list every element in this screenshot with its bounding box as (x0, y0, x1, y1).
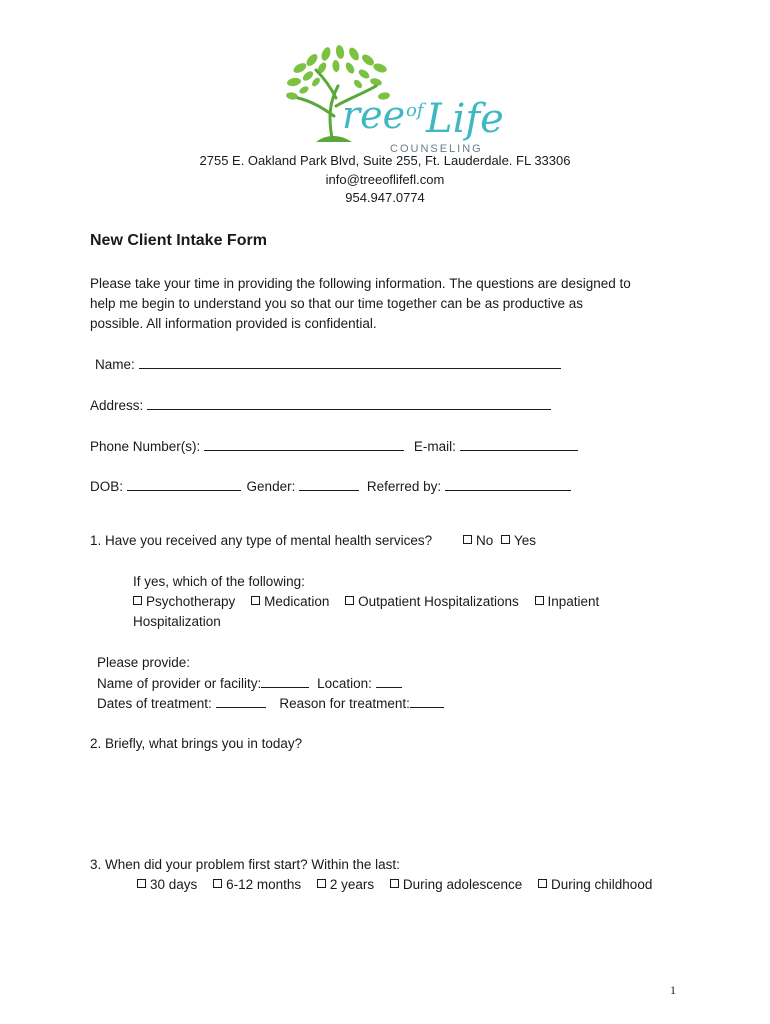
adolescence-checkbox[interactable] (390, 879, 399, 888)
phone-email-row (90, 436, 578, 457)
inpatient-checkbox[interactable] (535, 596, 544, 605)
6-12-months-label: 6-12 months (226, 877, 302, 892)
medication-checkbox[interactable] (251, 596, 260, 605)
intro-line-1: Please take your time in providing the following information. The questions are designed to (90, 276, 631, 291)
q1-followup: If yes, which of the following: (133, 574, 305, 589)
phone-field[interactable] (204, 436, 404, 451)
30-days-label: 30 days (150, 877, 198, 892)
outpatient-checkbox[interactable] (345, 596, 354, 605)
q1-yes-label: Yes (514, 533, 537, 548)
q1-options-wrap: Hospitalization (133, 614, 221, 629)
q3-options-row (137, 875, 652, 895)
psychotherapy-checkbox[interactable] (133, 596, 142, 605)
inpatient-label: Inpatient (547, 594, 600, 609)
tree-of-life-logo (280, 46, 504, 156)
reason-field[interactable] (410, 693, 444, 708)
phone-label: Phone Number(s): (90, 439, 201, 454)
psychotherapy-label: Psychotherapy (146, 594, 236, 609)
email-line: info@treeoflifefl.com (325, 172, 445, 187)
2-years-checkbox[interactable] (317, 879, 326, 888)
form-title: New Client Intake Form (90, 232, 267, 249)
please-provide: Please provide: (97, 655, 191, 670)
email-field[interactable] (460, 436, 578, 451)
30-days-checkbox[interactable] (137, 879, 146, 888)
logo-script-text: ree (342, 93, 406, 137)
provider-field[interactable] (261, 673, 309, 688)
svg-text:of: of (406, 100, 424, 121)
svg-text:Life: Life (426, 96, 504, 142)
email-label: E-mail: (413, 439, 456, 454)
intro-line-2: help me begin to understand you so that our time together can be as productive as (90, 296, 584, 311)
q1-no-label: No (476, 533, 494, 548)
provider-label: Name of provider or facility: (97, 676, 262, 691)
address-line: 2755 E. Oakland Park Blvd, Suite 255, Ft. Lauderdale. FL 33306 (199, 153, 571, 168)
name-field[interactable] (139, 354, 561, 369)
dob-field[interactable] (127, 476, 241, 491)
reason-label: Reason for treatment: (279, 696, 410, 711)
dates-field[interactable] (216, 693, 266, 708)
q1-yes-checkbox[interactable] (501, 535, 510, 544)
q1-question: 1. Have you received any type of mental health services? (90, 533, 433, 548)
name-row (95, 354, 561, 375)
outpatient-label: Outpatient Hospitalizations (358, 594, 519, 609)
childhood-checkbox[interactable] (538, 879, 547, 888)
2-years-label: 2 years (329, 877, 375, 892)
intro-line-3: possible. All information provided is confidential. (90, 316, 377, 331)
address-field[interactable] (147, 395, 551, 410)
q1-options-row (133, 592, 599, 612)
dates-label: Dates of treatment: (97, 696, 212, 711)
adolescence-label: During adolescence (402, 877, 523, 892)
phone-line: 954.947.0774 (345, 190, 425, 205)
q1-no-checkbox[interactable] (463, 535, 472, 544)
gender-label: Gender: (246, 479, 296, 494)
location-label: Location: (317, 676, 372, 691)
q1-answers (463, 531, 536, 551)
dates-row (97, 693, 444, 714)
gender-field[interactable] (299, 476, 359, 491)
childhood-label: During childhood (551, 877, 653, 892)
name-label: Name: (95, 357, 135, 372)
referred-label: Referred by: (366, 479, 442, 494)
address-label: Address: (90, 398, 144, 413)
location-field[interactable] (376, 673, 402, 688)
address-row (90, 395, 551, 416)
dob-label: DOB: (90, 479, 124, 494)
q3-question: 3. When did your problem first start? Within the last: (90, 857, 400, 872)
provider-row (97, 673, 402, 694)
referred-field[interactable] (445, 476, 571, 491)
tree-logo-icon (280, 46, 504, 156)
logo-subtitle: COUNSELING (390, 143, 483, 155)
q2-question: 2. Briefly, what brings you in today? (90, 736, 303, 751)
6-12-months-checkbox[interactable] (213, 879, 222, 888)
page-number: 1 (670, 983, 676, 997)
dob-row (90, 476, 571, 497)
q2-answer-area[interactable] (90, 758, 680, 850)
medication-label: Medication (264, 594, 330, 609)
